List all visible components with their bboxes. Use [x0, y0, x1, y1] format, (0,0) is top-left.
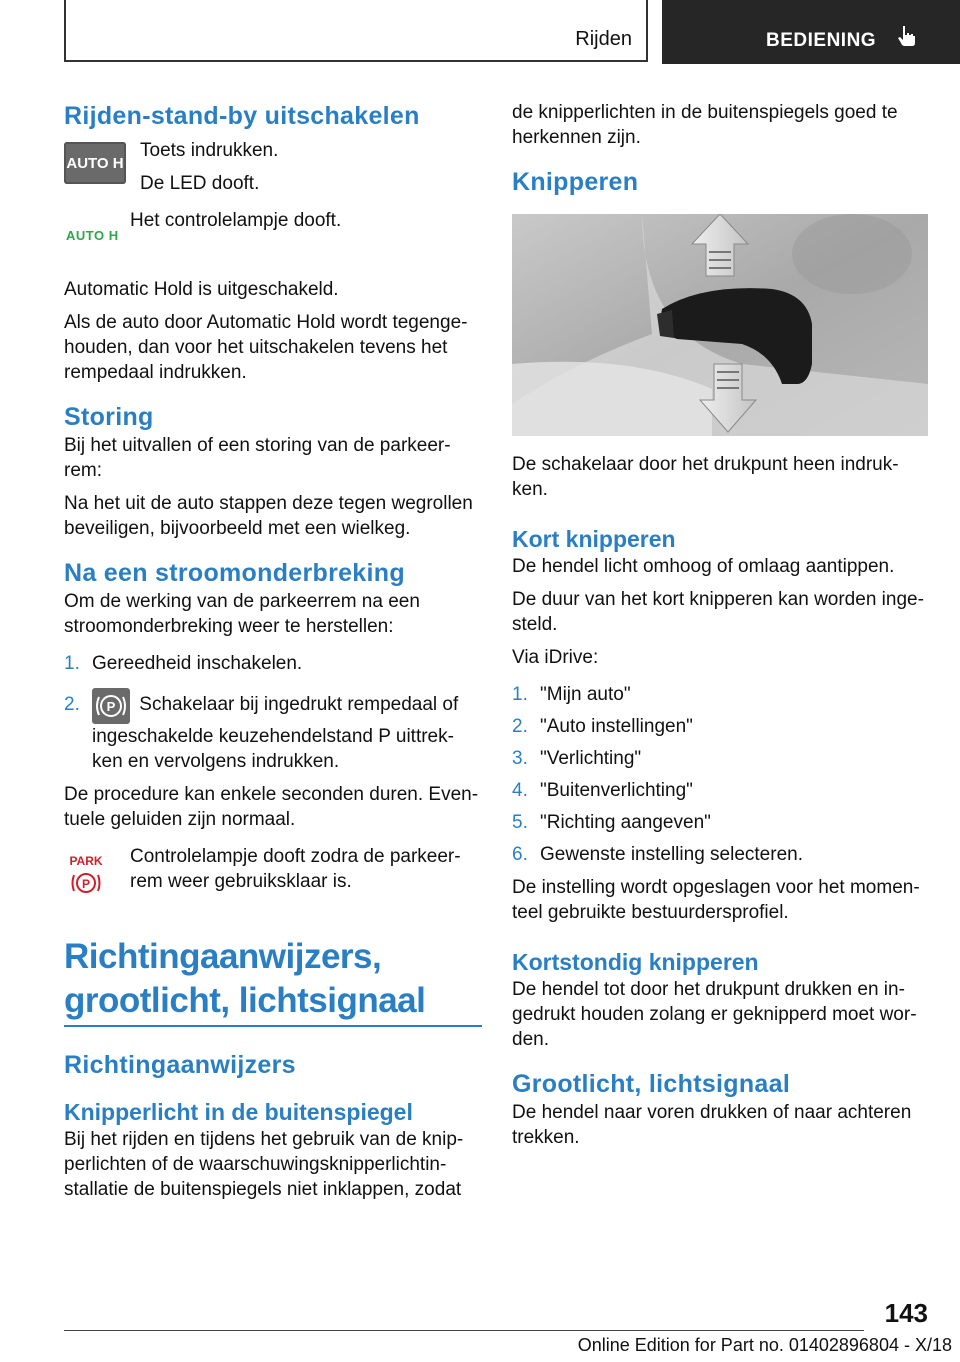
list-item: [512, 810, 928, 835]
heading-knipperlicht: Knipperlicht in de buitenspiegel: [64, 1099, 413, 1125]
stroom-text-3: Controlelampje dooft zodra de parkeer-rem weer gebruiksklaar is.: [130, 846, 461, 892]
step-number: 1.: [512, 684, 528, 705]
heading-big-line-2: grootlicht, lichtsignaal: [64, 981, 426, 1020]
idrive-steps-list: [512, 682, 928, 867]
park-indicator-label: PARK: [69, 854, 103, 868]
header-chapter-tab: [662, 0, 960, 64]
heading-standby: Rijden-stand-by uitschakelen: [64, 102, 420, 130]
auto-hold-button-icon: [64, 142, 126, 184]
heading-big-line-1: Richtingaanwijzers,: [64, 937, 382, 976]
storing-text-1: Bij het uitvallen of een storing van de parkeer-rem:: [64, 435, 451, 481]
footer-rule: [64, 1330, 864, 1331]
park-lamp-block: [64, 844, 482, 901]
knipperlicht-text-1: Bij het rijden en tijdens het gebruik van de knip-perlichten of de waarschuwingsknipperlichtin-stallatie de buitenspiegels niet inklappen, zodat: [64, 1129, 464, 1200]
header-chapter-title: BEDIENING: [766, 30, 877, 51]
autoh-lamp-block: [64, 208, 482, 243]
continued-text: de knipperlichten in de buitenspiegels goed te herkennen zijn.: [512, 102, 898, 148]
step-number: 2.: [512, 716, 528, 737]
heading-grootlicht: Grootlicht, lichtsignaal: [512, 1070, 791, 1098]
list-item: [512, 778, 928, 803]
left-column: [64, 100, 482, 1202]
list-item: [512, 746, 928, 771]
step-number: 1.: [64, 653, 80, 674]
heading-knipperen: Knipperen: [512, 168, 639, 196]
heading-stroomonderbreking: Na een stroomonderbreking: [64, 559, 405, 587]
turn-signal-lever-photo: [512, 214, 928, 436]
list-item: [512, 842, 928, 867]
kort-text-3: Via iDrive:: [512, 647, 599, 668]
step-text: Gewenste instelling selecteren.: [540, 844, 803, 865]
step-number: 6.: [512, 844, 528, 865]
list-item: [512, 682, 928, 707]
storing-text-2: Na het uit de auto stappen deze tegen wegrollen beveiligen, bijvoorbeeld met een wielkeg.: [64, 493, 473, 539]
kort-text-4: De instelling wordt opgeslagen voor het momen-teel gebruikte bestuurdersprofiel.: [512, 877, 920, 923]
stroom-steps-list: [64, 651, 482, 774]
list-item: [512, 714, 928, 739]
step-text: "Buitenverlichting": [540, 780, 693, 801]
autoh-button-block: [64, 138, 482, 196]
standby-text-4: Automatic Hold is uitgeschakeld.: [64, 279, 339, 300]
header-section-title: Rijden: [575, 28, 632, 50]
step-number: 4.: [512, 780, 528, 801]
auto-hold-button-label: AUTO H: [66, 154, 124, 172]
step-number: 2.: [64, 694, 80, 715]
auto-hold-indicator-icon: AUTO H: [66, 228, 119, 243]
stroom-text-1: Om de werking van de parkeerrem na een stroomonderbreking weer te herstellen:: [64, 591, 420, 637]
knipperen-text-1: De schakelaar door het drukpunt heen indruk-ken.: [512, 454, 899, 500]
grootlicht-text-1: De hendel naar voren drukken of naar achteren trekken.: [512, 1102, 912, 1148]
step-number: 3.: [512, 748, 528, 769]
step-text: Schakelaar bij ingedrukt rempedaal of ingeschakelde keuzehendelstand P uittrek-ken en vervolgens indrukken.: [92, 694, 459, 772]
step-text: "Mijn auto": [540, 684, 631, 705]
park-indicator-icon: [64, 852, 108, 896]
heading-kortstondig: Kortstondig knipperen: [512, 949, 759, 975]
stroom-text-2: De procedure kan enkele seconden duren. Even-tuele geluiden zijn normaal.: [64, 784, 479, 830]
page-number: 143: [884, 1298, 928, 1328]
header-section-box: [64, 0, 648, 62]
heading-richtingaanwijzers: Richtingaanwijzers: [64, 1051, 296, 1079]
svg-text:P: P: [81, 877, 91, 891]
heading-storing: Storing: [64, 403, 154, 431]
standby-text-1: Toets indrukken.: [140, 140, 279, 161]
kort-text-2: De duur van het kort knipperen kan worden inge-steld.: [512, 589, 924, 635]
standby-text-2: De LED dooft.: [140, 173, 260, 194]
svg-text:P: P: [106, 699, 116, 714]
step-number: 5.: [512, 812, 528, 833]
parking-brake-switch-icon: [92, 688, 130, 724]
step-text: "Richting aangeven": [540, 812, 711, 833]
kort-text-1: De hendel licht omhoog of omlaag aantippen.: [512, 556, 895, 577]
step-text: Gereedheid inschakelen.: [92, 653, 303, 674]
standby-text-3: Het controlelampje dooft.: [130, 210, 342, 231]
standby-text-5: Als de auto door Automatic Hold wordt tegenge-houden, dan voor het uitschakelen tevens het rempedaal indrukken.: [64, 312, 468, 383]
step-text: "Auto instellingen": [540, 716, 693, 737]
heading-kort-knipperen: Kort knipperen: [512, 526, 676, 552]
kortstondig-text-1: De hendel tot door het drukpunt drukken en in-gedrukt houden zolang er geknipperd moet wor-den.: [512, 979, 917, 1050]
right-column: [512, 100, 928, 1150]
footer-edition: Online Edition for Part no. 01402896804 - X/18: [577, 1335, 952, 1355]
pointing-hand-icon: [894, 24, 918, 53]
list-item: [64, 692, 482, 774]
step-text: "Verlichting": [540, 748, 642, 769]
list-item: [64, 651, 482, 676]
